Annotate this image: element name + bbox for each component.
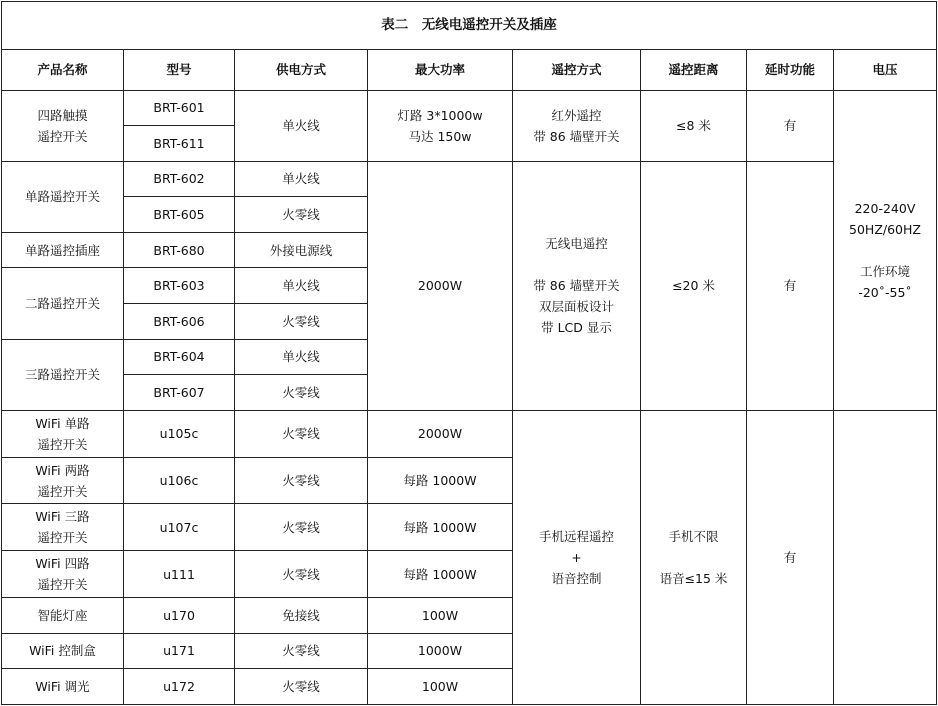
cell-name: WiFi 单路 遥控开关 [2, 410, 124, 457]
header-name: 产品名称 [2, 49, 124, 90]
cell-method: 红外遥控 带 86 墙壁开关 [513, 90, 641, 161]
header-remote-distance: 遥控距离 [641, 49, 747, 90]
header-remote-method: 遥控方式 [513, 49, 641, 90]
cell-delay: 有 [747, 161, 834, 410]
cell-name: WiFi 调光 [2, 669, 124, 705]
cell-voltage-continued [834, 410, 937, 704]
cell-supply: 火零线 [235, 669, 368, 705]
cell-model: u171 [124, 633, 235, 669]
header-delay: 延时功能 [747, 49, 834, 90]
cell-supply: 单火线 [235, 161, 368, 197]
header-max-power: 最大功率 [368, 49, 513, 90]
cell-name: 单路遥控插座 [2, 232, 124, 268]
header-model: 型号 [124, 49, 235, 90]
cell-model: u105c [124, 410, 235, 457]
cell-supply: 火零线 [235, 375, 368, 411]
cell-power: 每路 1000W [368, 457, 513, 504]
cell-model: u172 [124, 669, 235, 705]
cell-power: 1000W [368, 633, 513, 669]
cell-model: BRT-603 [124, 268, 235, 304]
table-title: 表二 无线电遥控开关及插座 [2, 2, 937, 50]
cell-model: u111 [124, 551, 235, 598]
cell-power: 每路 1000W [368, 551, 513, 598]
header-power-supply: 供电方式 [235, 49, 368, 90]
cell-supply: 免接线 [235, 598, 368, 634]
header-voltage: 电压 [834, 49, 937, 90]
cell-name: WiFi 三路 遥控开关 [2, 504, 124, 551]
cell-name: 四路触摸 遥控开关 [2, 90, 124, 161]
cell-model: BRT-611 [124, 126, 235, 162]
cell-model: BRT-601 [124, 90, 235, 126]
cell-supply: 单火线 [235, 90, 368, 161]
cell-distance: 手机不限 语音≤15 米 [641, 410, 747, 704]
table-row [2, 161, 937, 197]
cell-supply: 外接电源线 [235, 232, 368, 268]
table-row [2, 90, 937, 126]
cell-name: 三路遥控开关 [2, 339, 124, 410]
cell-supply: 火零线 [235, 197, 368, 233]
cell-power: 灯路 3*1000w 马达 150w [368, 90, 513, 161]
cell-delay: 有 [747, 410, 834, 704]
cell-power: 100W [368, 669, 513, 705]
cell-name: 二路遥控开关 [2, 268, 124, 339]
cell-supply: 火零线 [235, 457, 368, 504]
cell-power: 2000W [368, 410, 513, 457]
cell-delay: 有 [747, 90, 834, 161]
cell-method: 手机远程遥控 + 语音控制 [513, 410, 641, 704]
product-spec-table [1, 1, 937, 705]
cell-distance: ≤20 米 [641, 161, 747, 410]
cell-model: u170 [124, 598, 235, 634]
cell-supply: 火零线 [235, 410, 368, 457]
cell-model: u106c [124, 457, 235, 504]
cell-model: BRT-680 [124, 232, 235, 268]
cell-voltage: 220-240V 50HZ/60HZ 工作环境 -20˚-55˚ [834, 90, 937, 410]
cell-supply: 单火线 [235, 268, 368, 304]
cell-method: 无线电遥控 带 86 墙壁开关 双层面板设计 带 LCD 显示 [513, 161, 641, 410]
cell-model: BRT-607 [124, 375, 235, 411]
cell-supply: 火零线 [235, 633, 368, 669]
cell-supply: 火零线 [235, 304, 368, 340]
cell-supply: 火零线 [235, 551, 368, 598]
cell-model: BRT-605 [124, 197, 235, 233]
cell-name: 单路遥控开关 [2, 161, 124, 232]
cell-name: 智能灯座 [2, 598, 124, 634]
cell-supply: 单火线 [235, 339, 368, 375]
cell-model: BRT-602 [124, 161, 235, 197]
cell-model: BRT-606 [124, 304, 235, 340]
cell-name: WiFi 两路 遥控开关 [2, 457, 124, 504]
cell-power: 2000W [368, 161, 513, 410]
cell-supply: 火零线 [235, 504, 368, 551]
cell-model: u107c [124, 504, 235, 551]
cell-model: BRT-604 [124, 339, 235, 375]
cell-distance: ≤8 米 [641, 90, 747, 161]
cell-name: WiFi 控制盒 [2, 633, 124, 669]
table-row [2, 410, 937, 457]
cell-power: 100W [368, 598, 513, 634]
cell-name: WiFi 四路 遥控开关 [2, 551, 124, 598]
cell-power: 每路 1000W [368, 504, 513, 551]
